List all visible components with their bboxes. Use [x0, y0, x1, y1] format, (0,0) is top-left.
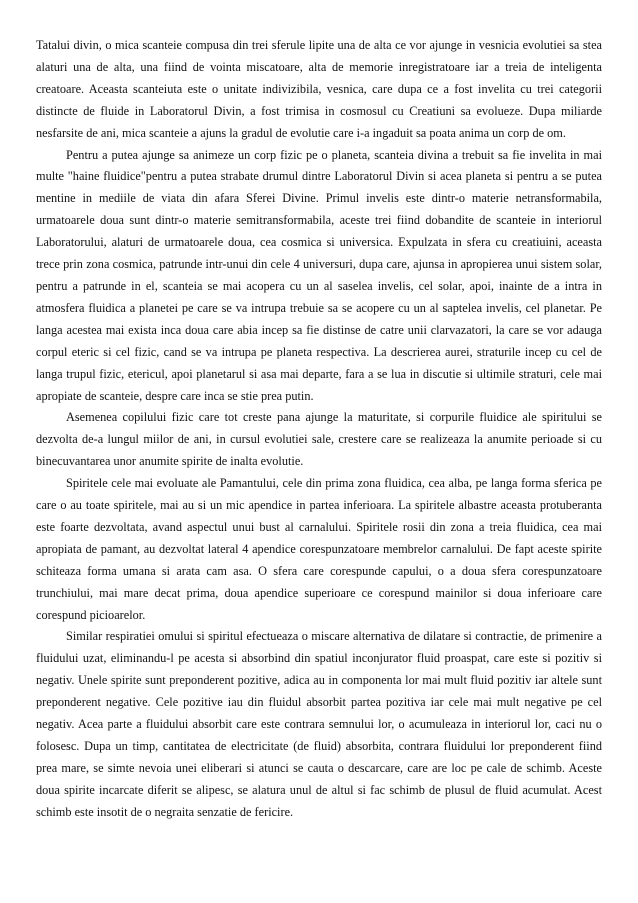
paragraph-1: Tatalui divin, o mica scanteie compusa din trei sferule lipite una de alta ce vor ajunge in vesnicia evolutiei sa stea alaturi una de alta, una fiind de vointa miscatoare, alta de memorie inregistratoare iar a treia de inteligenta creatoare. Aceasta scanteiuta este o unitate indivizibila, vesnica, care dupa ce a fost invelita cu trei categorii distincte de fluide in Laboratorul Divin, a fost trimisa in cosmosul cu Creatiuni sa evolueze. Dupa miliarde nesfarsite de ani, mica scanteie a ajuns la gradul de evolutie care i-a ingaduit sa poata anima un corp de om. — [36, 38, 602, 140]
paragraph-2: Pentru a putea ajunge sa animeze un corp fizic pe o planeta, scanteia divina a trebuit sa fie invelita in mai multe "haine fluidice"pentru a putea strabate drumul dintre Laboratorul Divin si acea planeta si pentru a se putea mentine in mediile de viata din afara Sferei Divine. Primul invelis este dintr-o materie netransformabila, urmatoarele doua sunt dintr-o materie semitransformabila, aceste trei fiind dobandite de scanteie in interiorul Laboratorului, alaturi de urmatoarele doua, cea cosmica si universica. Expulzata in sfera cu creatiuini, aceasta trece prin zona cosmica, patrunde intr-unui din cele 4 universuri, dupa care, ajunsa in apropierea unui sistem solar, pentru a patrunde in el, scanteia se mai acopera cu un al saselea invelis, cel solar, apoi, inainte de a intra in atmosfera fluidica a planetei pe care se va intrupa trebuie sa se acopere cu un al saptelea invelis, cel planetar. Pe langa acestea mai exista inca doua care abia incep sa fie distinse de catre unii clarvazatori, la care se vor adauga corpul eteric si cel fizic, cand se va intrupa pe planeta respectiva. La descrierea aurei, straturile incep cu cel de langa trupul fizic, etericul, apoi planetarul si asa mai departe, fara a se lua in discutie si ultimile straturi, cele mai apropiate de scanteie, despre care inca se stie prea putin. — [36, 147, 602, 403]
paragraph-3: Asemenea copilului fizic care tot creste pana ajunge la maturitate, si corpurile fluidice ale spiritului se dezvolta de-a lungul miilor de ani, in cursul evolutiei sale, crestere care se realizeaza la anumite perioade si cu binecuvantarea unor anumite spirite de inalta evolutie. — [36, 410, 602, 469]
paragraph-4: Spiritele cele mai evoluate ale Pamantului, cele din prima zona fluidica, cea alba, pe langa forma sferica pe care o au toate spiritele, mai au si un mic apendice in partea inferioara. La spiritele albastre aceasta protuberanta este foarte dezvoltata, avand aspectul unui bust al carnalului. Spiritele rosii din zona a treia fluidica, cea mai apropiata de pamant, au dezvoltat lateral 4 apendice corespunzatoare membrelor carnalului. De fapt aceste spirite schiteaza forma umana si arata cam asa. O sfera care corespunde capului, o a doua sfera corespunzatoare trunchiului, mai mare decat prima, doua apendice superioare ce corespund mainilor si doua inferioare care corespund picioarelor. — [36, 476, 602, 622]
paragraph-5: Similar respiratiei omului si spiritul efectueaza o miscare alternativa de dilatare si contractie, de primenire a fluidului uzat, eliminandu-l pe acesta si absorbind din spatiul inconjurator fluid proaspat, care este si pozitiv si negativ. Unele spirite sunt preponderent pozitive, adica au in componenta lor mai mult fluid pozitiv iar altele sunt preponderent negative. Cele pozitive iau din fluidul absorbit partea pozitiva iar cele mai mult negative pe cel negativ. Acea parte a fluidului absorbit care este contrara semnului lor, o acumuleaza in interiorul lor, caci nu o folosesc. Dupa un timp, cantitatea de electricitate (de fluid) absorbita, contrara fluidului lor preponderent fiind prea mare, se simte nevoia unei eliberari si atunci se cauta o descarcare, care are loc pe cale de schimb. Aceste doua spirite incarcate diferit se alipesc, se alatura unul de altul si fac schimb de plusul de fluid acumulat. Acest schimb este insotit de o negraita senzatie de fericire. — [36, 629, 602, 819]
document-page — [36, 0, 602, 824]
